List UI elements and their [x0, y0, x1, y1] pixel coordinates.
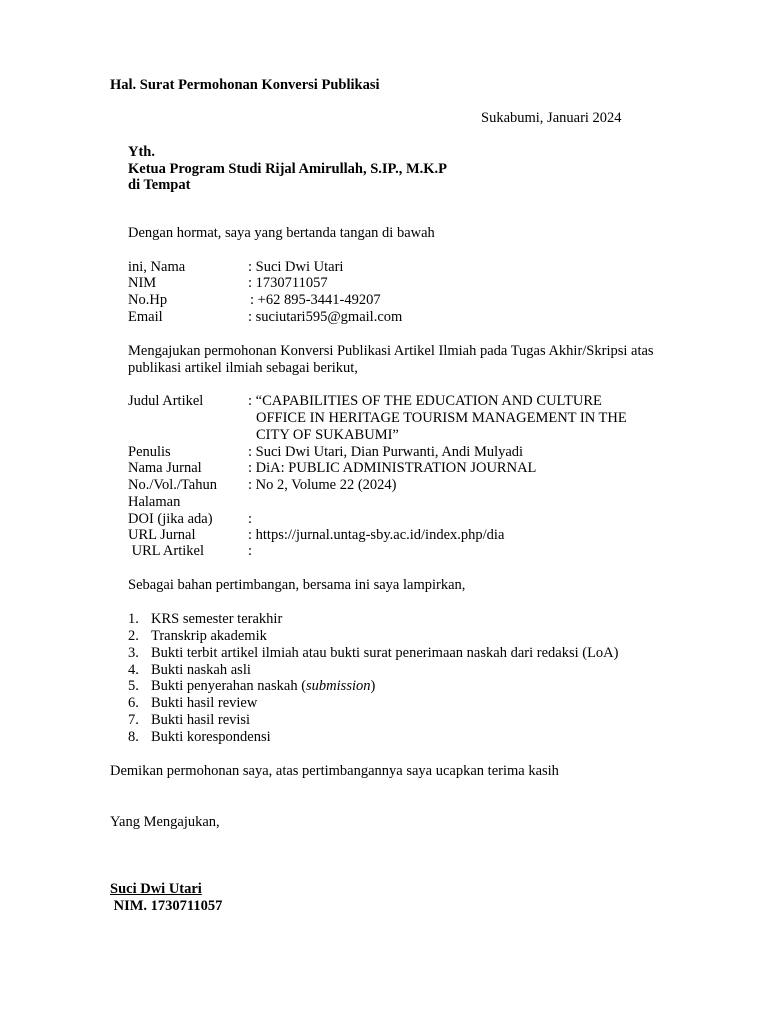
request-line-1: Mengajukan permohonan Konversi Publikasi Artikel Ilmiah pada Tugas Akhir/Skripsi atas: [128, 343, 654, 359]
article-journal-label: Nama Jurnal: [128, 460, 202, 476]
list-item-number: 4.: [128, 662, 139, 678]
identity-value-nim: : 1730711057: [248, 275, 328, 291]
identity-label-name: ini, Nama: [128, 259, 186, 275]
place-date: Sukabumi, Januari 2024: [481, 110, 622, 126]
list-item-number: 6.: [128, 695, 139, 711]
article-author-label: Penulis: [128, 444, 171, 460]
article-title-line-1: : “CAPABILITIES OF THE EDUCATION AND CULTURE: [248, 393, 602, 409]
article-url-journal-value: : https://jurnal.untag-sby.ac.id/index.php/dia: [248, 527, 505, 543]
article-volume-label: No./Vol./Tahun: [128, 477, 217, 493]
list-item-number: 8.: [128, 729, 139, 745]
closing-line: Demikan permohonan saya, atas pertimbangannya saya ucapkan terima kasih: [110, 763, 559, 779]
letter-subject: Hal. Surat Permohonan Konversi Publikasi: [110, 77, 380, 93]
recipient-greeting: Yth.: [128, 144, 155, 160]
article-journal-value: : DiA: PUBLIC ADMINISTRATION JOURNAL: [248, 460, 537, 476]
article-url-journal-label: URL Jurnal: [128, 527, 196, 543]
article-title-line-3: CITY OF SUKABUMI”: [256, 427, 399, 443]
list-item-text: KRS semester terakhir: [151, 611, 283, 627]
identity-label-email: Email: [128, 309, 163, 325]
identity-label-phone: No.Hp: [128, 292, 168, 308]
list-item-number: 3.: [128, 645, 139, 661]
article-title-line-2: OFFICE IN HERITAGE TOURISM MANAGEMENT IN THE: [256, 410, 627, 426]
list-item-text: Bukti hasil review: [151, 695, 258, 711]
list-item-text: [151, 678, 375, 695]
list-item-text-after: ): [370, 678, 376, 694]
list-item-text: Bukti terbit artikel ilmiah atau bukti surat penerimaan naskah dari redaksi (LoA): [151, 645, 619, 661]
recipient-place: di Tempat: [128, 177, 191, 193]
recipient-name: Ketua Program Studi Rijal Amirullah, S.IP., M.K.P: [128, 161, 448, 177]
identity-label-nim: NIM: [128, 275, 157, 291]
article-url-article-value: :: [248, 543, 253, 559]
article-title-label: Judul Artikel: [128, 393, 204, 409]
article-doi-label: DOI (jika ada): [128, 511, 213, 527]
list-item-number: 1.: [128, 611, 139, 627]
article-author-value: : Suci Dwi Utari, Dian Purwanti, Andi Mulyadi: [248, 444, 524, 460]
list-item-text: Bukti korespondensi: [151, 729, 271, 745]
identity-value-email: : suciutari595@gmail.com: [248, 309, 403, 325]
article-pages-label: Halaman: [128, 494, 181, 510]
article-doi-value: :: [248, 511, 253, 527]
list-item-number: 2.: [128, 628, 139, 644]
article-url-article-label: URL Artikel: [128, 543, 204, 559]
article-volume-value: : No 2, Volume 22 (2024): [248, 477, 397, 493]
list-item-text: Bukti hasil revisi: [151, 712, 251, 728]
signer-nim: NIM. 1730711057: [110, 898, 223, 914]
list-item-number: 5.: [128, 678, 139, 694]
sign-off: Yang Mengajukan,: [110, 814, 220, 830]
identity-value-phone: : +62 895-3441-49207: [250, 292, 381, 308]
list-item-text-main: Bukti penyerahan naskah (: [151, 678, 307, 694]
request-line-2: publikasi artikel ilmiah sebagai berikut,: [128, 360, 358, 376]
attachment-intro: Sebagai bahan pertimbangan, bersama ini saya lampirkan,: [128, 577, 466, 593]
list-item-text: Bukti naskah asli: [151, 662, 251, 678]
opening-line: Dengan hormat, saya yang bertanda tangan di bawah: [128, 225, 435, 241]
list-item-text: Transkrip akademik: [151, 628, 267, 644]
list-item-text-italic: submission: [306, 678, 371, 694]
signer-name: Suci Dwi Utari: [110, 881, 202, 897]
identity-value-name: : Suci Dwi Utari: [248, 259, 344, 275]
list-item-number: 7.: [128, 712, 139, 728]
